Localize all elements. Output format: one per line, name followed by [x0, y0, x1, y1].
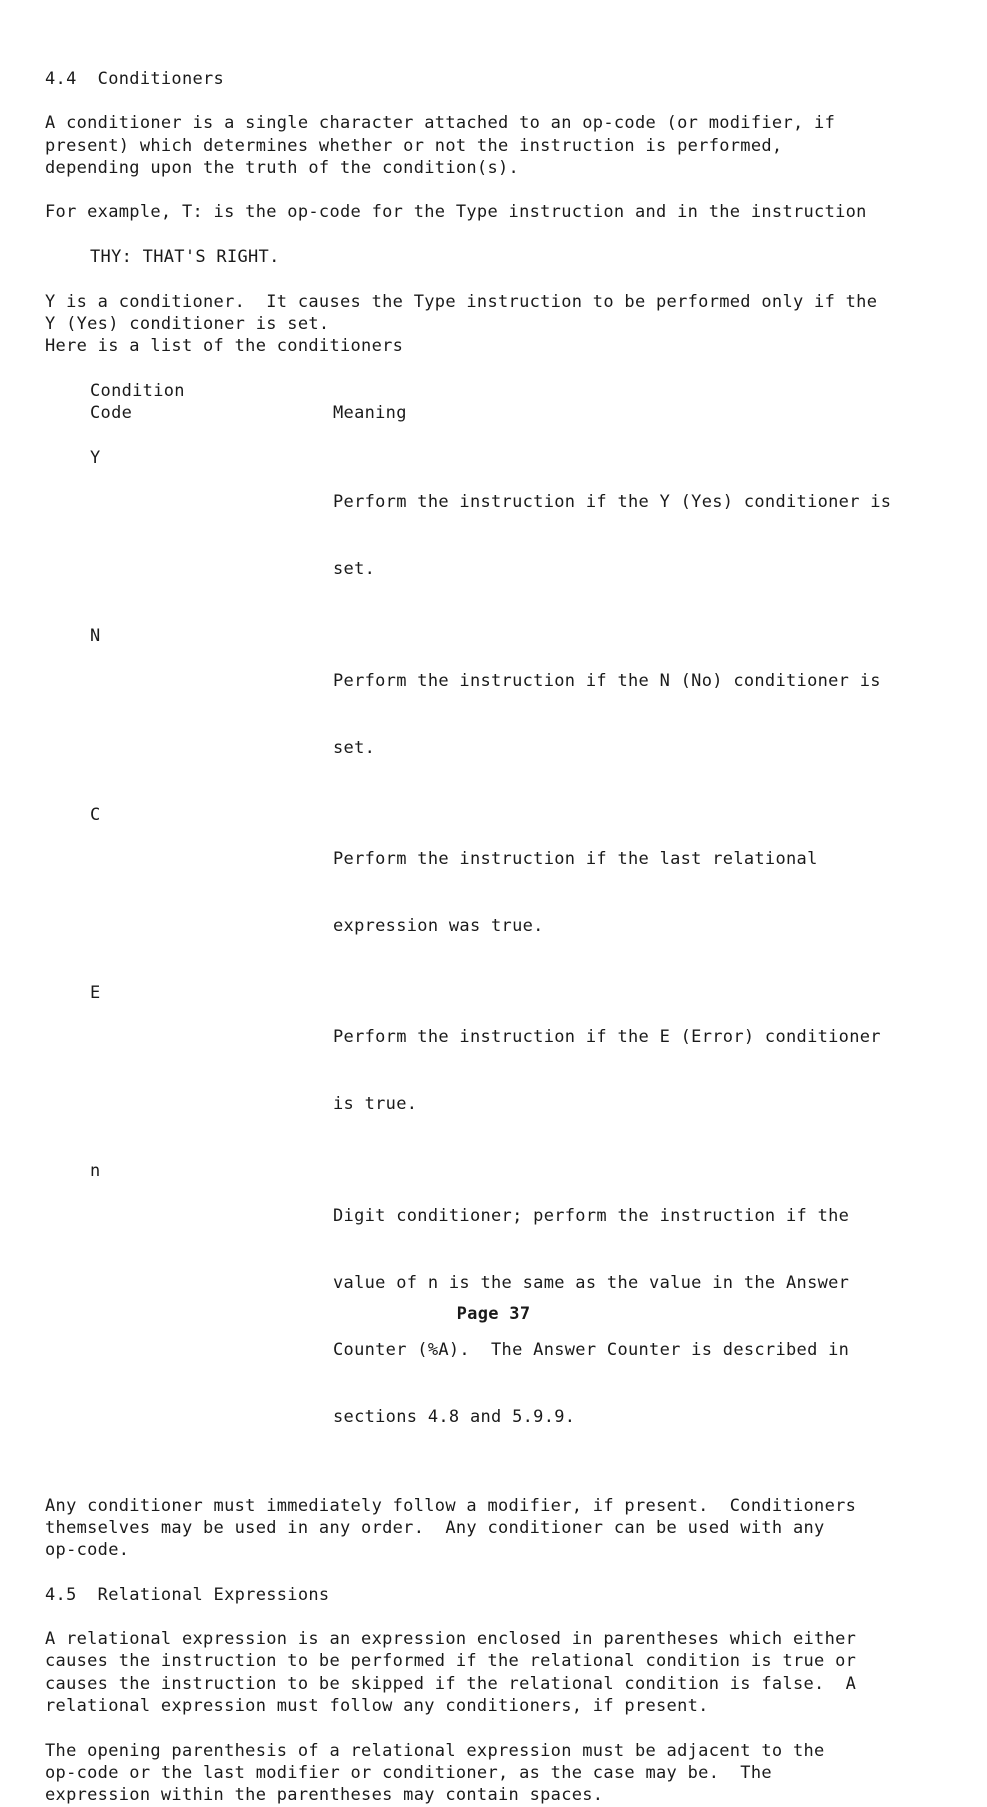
paragraph-line: A relational expression is an expression enclosed in parentheses which either: [45, 1629, 857, 1650]
condition-code: Y: [90, 447, 101, 468]
paragraph-line: A conditioner is a single character attached to an op-code (or modifier, if: [45, 113, 836, 134]
paragraph-line: themselves may be used in any order. Any conditioner can be used with any: [45, 1518, 825, 1538]
paragraph-line: op-code.: [45, 1540, 130, 1561]
paragraph-line: op-code or the last modifier or conditioner, as the case may be. The: [45, 1762, 772, 1783]
meaning-line: Perform the instruction if the Y (Yes) conditioner is: [333, 492, 892, 513]
meaning-line: Perform the instruction if the last relational: [333, 849, 818, 870]
paragraph-line: present) which determines whether or not the instruction is performed,: [45, 135, 783, 156]
table-header: [45, 402, 945, 424]
meaning-line: value of n is the same as the value in the Answer: [333, 1272, 850, 1293]
paragraph-line: causes the instruction to be skipped if the relational condition is false. A: [45, 1673, 857, 1694]
section-heading-relational-expressions: 4.5 Relational Expressions: [45, 1584, 330, 1605]
paragraph-line: Any conditioner must immediately follow a modifier, if present. Conditioners: [45, 1495, 857, 1516]
document-page: [45, 68, 945, 1807]
meaning-line: Perform the instruction if the E (Error) conditioner: [333, 1027, 881, 1048]
header-code-line2: Code: [90, 403, 133, 424]
table-row: [45, 804, 945, 982]
spacer: [45, 1562, 945, 1584]
table-row: [45, 447, 945, 625]
meaning-line: Digit conditioner; perform the instruction if the: [333, 1205, 850, 1226]
condition-meaning: [333, 982, 945, 1160]
meaning-line: sections 4.8 and 5.9.9.: [333, 1406, 576, 1427]
meaning-line: set.: [333, 559, 376, 580]
header-meaning: Meaning: [333, 403, 407, 424]
spacer: [45, 1472, 945, 1494]
relational-paragraph-1: [45, 1628, 945, 1717]
meaning-line: expression was true.: [333, 915, 544, 936]
page-number: Page 37: [456, 1304, 531, 1324]
condition-meaning: [333, 447, 945, 625]
meaning-line: set.: [333, 737, 376, 758]
explanation-paragraph: [45, 291, 945, 358]
condition-code: n: [90, 1161, 101, 1182]
table-row: [45, 982, 945, 1160]
header-code-line1: Condition: [90, 380, 185, 401]
condition-code: C: [90, 804, 101, 825]
table-row: [45, 625, 945, 803]
meaning-line: Perform the instruction if the N (No) conditioner is: [333, 670, 881, 691]
paragraph-line: Y (Yes) conditioner is set.: [45, 313, 330, 334]
spacer: [45, 358, 945, 380]
condition-code: N: [90, 626, 101, 647]
paragraph-line: The opening parenthesis of a relational expression must be adjacent to the: [45, 1740, 825, 1761]
spacer: [45, 1717, 945, 1739]
spacer: [45, 424, 945, 446]
condition-meaning: [333, 804, 945, 982]
closing-paragraph: [45, 1495, 945, 1562]
meaning-line: is true.: [333, 1094, 418, 1115]
paragraph-line: Here is a list of the conditioners: [45, 336, 404, 357]
paragraph-line: Y is a conditioner. It causes the Type instruction to be performed only if the: [45, 291, 878, 312]
intro-paragraph: [45, 112, 945, 179]
paragraph-line: expression within the parentheses may contain spaces.: [45, 1785, 604, 1806]
example-paragraph: For example, T: is the op-code for the Type instruction and in the instruction: [45, 202, 867, 223]
section-heading-conditioners: 4.4 Conditioners: [45, 69, 225, 89]
meaning-line: Counter (%A). The Answer Counter is described in: [333, 1339, 850, 1360]
condition-meaning: [333, 625, 945, 803]
paragraph-line: causes the instruction to be performed if the relational condition is true or: [45, 1651, 857, 1672]
spacer: [45, 179, 945, 201]
condition-code: E: [90, 982, 101, 1003]
example-code: THY: THAT'S RIGHT.: [90, 247, 280, 268]
table-header: [45, 380, 945, 402]
relational-paragraph-2: [45, 1740, 945, 1807]
paragraph-line: depending upon the truth of the condition(s).: [45, 157, 520, 178]
paragraph-line: relational expression must follow any conditioners, if present.: [45, 1696, 709, 1717]
spacer: [45, 268, 945, 290]
spacer: [45, 90, 945, 112]
spacer: [45, 1606, 945, 1628]
spacer: [45, 224, 945, 246]
